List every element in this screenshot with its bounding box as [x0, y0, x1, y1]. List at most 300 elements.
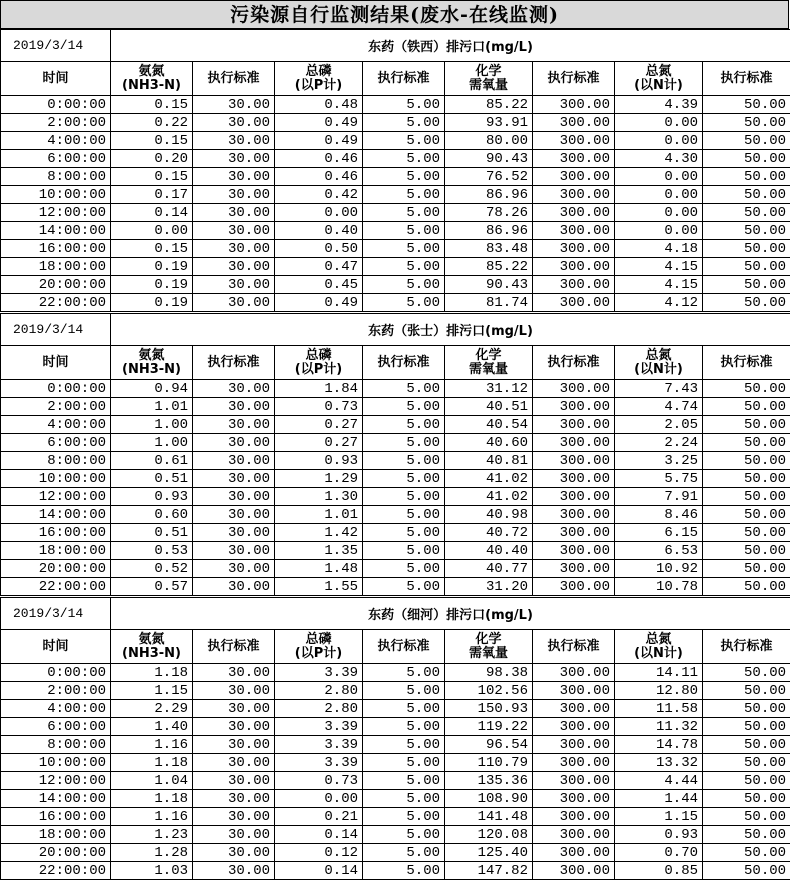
column-header: 氨氮 (NH3-N) — [111, 346, 193, 380]
value-cell: 0.50 — [275, 240, 363, 258]
value-cell: 300.00 — [533, 578, 615, 596]
value-cell: 0.60 — [111, 506, 193, 524]
value-cell: 0.85 — [615, 862, 703, 880]
value-cell: 0.49 — [275, 132, 363, 150]
value-cell: 30.00 — [193, 222, 275, 240]
value-cell: 5.00 — [363, 114, 445, 132]
time-cell: 2:00:00 — [1, 114, 111, 132]
outlet-name: 东药（张士）排污口(mg/L) — [111, 314, 790, 346]
value-cell: 300.00 — [533, 258, 615, 276]
value-cell: 5.00 — [363, 222, 445, 240]
column-header: 执行标准 — [533, 62, 615, 96]
value-cell: 300.00 — [533, 754, 615, 772]
value-cell: 5.00 — [363, 470, 445, 488]
column-header: 总氮 (以N计) — [615, 62, 703, 96]
column-header: 执行标准 — [363, 346, 445, 380]
value-cell: 5.00 — [363, 150, 445, 168]
value-cell: 300.00 — [533, 488, 615, 506]
value-cell: 93.91 — [445, 114, 533, 132]
value-cell: 5.00 — [363, 276, 445, 294]
table-row — [1, 844, 790, 862]
value-cell: 30.00 — [193, 276, 275, 294]
value-cell: 50.00 — [703, 790, 790, 808]
value-cell: 40.72 — [445, 524, 533, 542]
value-cell: 5.00 — [363, 186, 445, 204]
value-cell: 50.00 — [703, 700, 790, 718]
time-cell: 8:00:00 — [1, 452, 111, 470]
table-row — [1, 682, 790, 700]
value-cell: 300.00 — [533, 434, 615, 452]
value-cell: 3.39 — [275, 664, 363, 682]
value-cell: 5.00 — [363, 754, 445, 772]
value-cell: 5.00 — [363, 542, 445, 560]
value-cell: 13.32 — [615, 754, 703, 772]
time-cell: 4:00:00 — [1, 700, 111, 718]
value-cell: 5.00 — [363, 96, 445, 114]
column-header: 总磷 (以P计) — [275, 346, 363, 380]
value-cell: 0.19 — [111, 276, 193, 294]
value-cell: 4.74 — [615, 398, 703, 416]
value-cell: 0.48 — [275, 96, 363, 114]
value-cell: 50.00 — [703, 560, 790, 578]
table-row — [1, 826, 790, 844]
value-cell: 135.36 — [445, 772, 533, 790]
time-cell: 0:00:00 — [1, 664, 111, 682]
value-cell: 30.00 — [193, 506, 275, 524]
value-cell: 0.46 — [275, 168, 363, 186]
value-cell: 30.00 — [193, 524, 275, 542]
value-cell: 5.00 — [363, 772, 445, 790]
value-cell: 50.00 — [703, 664, 790, 682]
value-cell: 0.49 — [275, 294, 363, 312]
column-header: 总磷 (以P计) — [275, 62, 363, 96]
value-cell: 300.00 — [533, 452, 615, 470]
table-row — [1, 168, 790, 186]
value-cell: 1.23 — [111, 826, 193, 844]
value-cell: 50.00 — [703, 826, 790, 844]
column-header: 执行标准 — [193, 62, 275, 96]
value-cell: 0.57 — [111, 578, 193, 596]
column-header: 化学 需氧量 — [445, 630, 533, 664]
value-cell: 0.15 — [111, 96, 193, 114]
value-cell: 5.00 — [363, 862, 445, 880]
report-date: 2019/3/14 — [1, 598, 111, 630]
value-cell: 0.15 — [111, 132, 193, 150]
value-cell: 30.00 — [193, 542, 275, 560]
value-cell: 300.00 — [533, 398, 615, 416]
value-cell: 1.30 — [275, 488, 363, 506]
table-row — [1, 114, 790, 132]
table-row — [1, 808, 790, 826]
value-cell: 1.00 — [111, 434, 193, 452]
value-cell: 1.01 — [111, 398, 193, 416]
value-cell: 120.08 — [445, 826, 533, 844]
time-cell: 2:00:00 — [1, 398, 111, 416]
value-cell: 41.02 — [445, 470, 533, 488]
time-cell: 16:00:00 — [1, 808, 111, 826]
value-cell: 50.00 — [703, 258, 790, 276]
time-cell: 22:00:00 — [1, 862, 111, 880]
value-cell: 1.44 — [615, 790, 703, 808]
table-row — [1, 204, 790, 222]
value-cell: 3.39 — [275, 718, 363, 736]
time-cell: 16:00:00 — [1, 524, 111, 542]
time-cell: 22:00:00 — [1, 294, 111, 312]
value-cell: 300.00 — [533, 682, 615, 700]
value-cell: 50.00 — [703, 114, 790, 132]
value-cell: 30.00 — [193, 682, 275, 700]
value-cell: 0.93 — [615, 826, 703, 844]
value-cell: 4.18 — [615, 240, 703, 258]
value-cell: 5.00 — [363, 380, 445, 398]
value-cell: 0.00 — [615, 168, 703, 186]
table-row — [1, 150, 790, 168]
value-cell: 0.00 — [615, 186, 703, 204]
section-table-3 — [0, 597, 790, 880]
value-cell: 81.74 — [445, 294, 533, 312]
value-cell: 2.29 — [111, 700, 193, 718]
table-row — [1, 524, 790, 542]
value-cell: 85.22 — [445, 258, 533, 276]
value-cell: 10.78 — [615, 578, 703, 596]
report-title: 污染源自行监测结果(废水-在线监测) — [0, 0, 789, 29]
value-cell: 0.00 — [615, 132, 703, 150]
value-cell: 30.00 — [193, 452, 275, 470]
value-cell: 30.00 — [193, 488, 275, 506]
value-cell: 300.00 — [533, 168, 615, 186]
column-header: 执行标准 — [703, 346, 790, 380]
value-cell: 50.00 — [703, 718, 790, 736]
time-cell: 10:00:00 — [1, 470, 111, 488]
value-cell: 102.56 — [445, 682, 533, 700]
report-date: 2019/3/14 — [1, 314, 111, 346]
value-cell: 5.00 — [363, 488, 445, 506]
value-cell: 50.00 — [703, 168, 790, 186]
value-cell: 30.00 — [193, 826, 275, 844]
value-cell: 83.48 — [445, 240, 533, 258]
value-cell: 30.00 — [193, 416, 275, 434]
time-cell: 14:00:00 — [1, 222, 111, 240]
table-row — [1, 222, 790, 240]
table-row — [1, 790, 790, 808]
value-cell: 1.04 — [111, 772, 193, 790]
time-cell: 6:00:00 — [1, 434, 111, 452]
value-cell: 50.00 — [703, 434, 790, 452]
value-cell: 3.25 — [615, 452, 703, 470]
value-cell: 50.00 — [703, 470, 790, 488]
value-cell: 300.00 — [533, 844, 615, 862]
column-header: 总氮 (以N计) — [615, 630, 703, 664]
column-header: 执行标准 — [363, 630, 445, 664]
value-cell: 0.00 — [615, 222, 703, 240]
table-row — [1, 718, 790, 736]
value-cell: 3.39 — [275, 754, 363, 772]
value-cell: 1.40 — [111, 718, 193, 736]
value-cell: 50.00 — [703, 150, 790, 168]
value-cell: 300.00 — [533, 808, 615, 826]
value-cell: 5.00 — [363, 578, 445, 596]
value-cell: 0.21 — [275, 808, 363, 826]
value-cell: 30.00 — [193, 168, 275, 186]
value-cell: 50.00 — [703, 96, 790, 114]
value-cell: 90.43 — [445, 276, 533, 294]
table-row — [1, 276, 790, 294]
value-cell: 1.03 — [111, 862, 193, 880]
time-cell: 14:00:00 — [1, 506, 111, 524]
value-cell: 1.42 — [275, 524, 363, 542]
value-cell: 30.00 — [193, 434, 275, 452]
time-cell: 18:00:00 — [1, 258, 111, 276]
value-cell: 5.00 — [363, 664, 445, 682]
value-cell: 14.11 — [615, 664, 703, 682]
column-header: 执行标准 — [533, 346, 615, 380]
column-header: 氨氮 (NH3-N) — [111, 62, 193, 96]
value-cell: 5.00 — [363, 790, 445, 808]
table-row — [1, 132, 790, 150]
value-cell: 50.00 — [703, 222, 790, 240]
value-cell: 0.19 — [111, 258, 193, 276]
time-cell: 12:00:00 — [1, 772, 111, 790]
value-cell: 5.00 — [363, 718, 445, 736]
value-cell: 300.00 — [533, 204, 615, 222]
value-cell: 10.92 — [615, 560, 703, 578]
value-cell: 50.00 — [703, 186, 790, 204]
value-cell: 0.93 — [111, 488, 193, 506]
value-cell: 14.78 — [615, 736, 703, 754]
value-cell: 5.00 — [363, 808, 445, 826]
value-cell: 12.80 — [615, 682, 703, 700]
time-cell: 20:00:00 — [1, 560, 111, 578]
value-cell: 50.00 — [703, 578, 790, 596]
value-cell: 300.00 — [533, 506, 615, 524]
value-cell: 1.18 — [111, 790, 193, 808]
value-cell: 147.82 — [445, 862, 533, 880]
value-cell: 5.00 — [363, 524, 445, 542]
value-cell: 1.15 — [111, 682, 193, 700]
value-cell: 5.00 — [363, 240, 445, 258]
value-cell: 80.00 — [445, 132, 533, 150]
value-cell: 5.00 — [363, 168, 445, 186]
value-cell: 40.77 — [445, 560, 533, 578]
value-cell: 11.58 — [615, 700, 703, 718]
value-cell: 0.00 — [275, 204, 363, 222]
value-cell: 5.00 — [363, 736, 445, 754]
table-row — [1, 398, 790, 416]
value-cell: 30.00 — [193, 844, 275, 862]
value-cell: 5.00 — [363, 258, 445, 276]
value-cell: 300.00 — [533, 240, 615, 258]
value-cell: 50.00 — [703, 398, 790, 416]
value-cell: 5.00 — [363, 560, 445, 578]
value-cell: 0.00 — [615, 204, 703, 222]
value-cell: 85.22 — [445, 96, 533, 114]
column-header: 氨氮 (NH3-N) — [111, 630, 193, 664]
time-cell: 4:00:00 — [1, 132, 111, 150]
value-cell: 150.93 — [445, 700, 533, 718]
value-cell: 300.00 — [533, 150, 615, 168]
time-cell: 2:00:00 — [1, 682, 111, 700]
value-cell: 0.14 — [275, 862, 363, 880]
value-cell: 0.61 — [111, 452, 193, 470]
value-cell: 2.24 — [615, 434, 703, 452]
value-cell: 30.00 — [193, 578, 275, 596]
table-row — [1, 542, 790, 560]
value-cell: 50.00 — [703, 240, 790, 258]
time-cell: 12:00:00 — [1, 204, 111, 222]
value-cell: 0.52 — [111, 560, 193, 578]
value-cell: 30.00 — [193, 294, 275, 312]
value-cell: 0.19 — [111, 294, 193, 312]
value-cell: 300.00 — [533, 222, 615, 240]
value-cell: 5.00 — [363, 682, 445, 700]
value-cell: 50.00 — [703, 294, 790, 312]
value-cell: 0.51 — [111, 524, 193, 542]
value-cell: 300.00 — [533, 542, 615, 560]
section-header-row — [1, 30, 790, 62]
value-cell: 1.15 — [615, 808, 703, 826]
time-cell: 0:00:00 — [1, 380, 111, 398]
time-cell: 18:00:00 — [1, 542, 111, 560]
section-header-row — [1, 314, 790, 346]
value-cell: 30.00 — [193, 132, 275, 150]
value-cell: 40.54 — [445, 416, 533, 434]
column-header-row — [1, 62, 790, 96]
value-cell: 1.18 — [111, 664, 193, 682]
value-cell: 0.22 — [111, 114, 193, 132]
column-header: 执行标准 — [703, 630, 790, 664]
value-cell: 50.00 — [703, 380, 790, 398]
value-cell: 141.48 — [445, 808, 533, 826]
value-cell: 40.98 — [445, 506, 533, 524]
value-cell: 0.27 — [275, 416, 363, 434]
value-cell: 0.94 — [111, 380, 193, 398]
value-cell: 30.00 — [193, 114, 275, 132]
value-cell: 50.00 — [703, 542, 790, 560]
time-cell: 0:00:00 — [1, 96, 111, 114]
value-cell: 0.17 — [111, 186, 193, 204]
value-cell: 30.00 — [193, 470, 275, 488]
value-cell: 86.96 — [445, 186, 533, 204]
value-cell: 30.00 — [193, 560, 275, 578]
value-cell: 300.00 — [533, 718, 615, 736]
column-header: 总磷 (以P计) — [275, 630, 363, 664]
value-cell: 78.26 — [445, 204, 533, 222]
table-row — [1, 96, 790, 114]
value-cell: 31.20 — [445, 578, 533, 596]
time-cell: 22:00:00 — [1, 578, 111, 596]
time-cell: 16:00:00 — [1, 240, 111, 258]
report-date: 2019/3/14 — [1, 30, 111, 62]
value-cell: 5.00 — [363, 434, 445, 452]
value-cell: 0.73 — [275, 398, 363, 416]
value-cell: 0.00 — [111, 222, 193, 240]
value-cell: 5.00 — [363, 452, 445, 470]
value-cell: 90.43 — [445, 150, 533, 168]
time-cell: 8:00:00 — [1, 168, 111, 186]
value-cell: 6.53 — [615, 542, 703, 560]
value-cell: 5.00 — [363, 700, 445, 718]
table-row — [1, 186, 790, 204]
table-row — [1, 700, 790, 718]
value-cell: 300.00 — [533, 380, 615, 398]
table-row — [1, 772, 790, 790]
section-table-1 — [0, 29, 790, 312]
value-cell: 110.79 — [445, 754, 533, 772]
value-cell: 4.15 — [615, 258, 703, 276]
time-cell: 12:00:00 — [1, 488, 111, 506]
value-cell: 300.00 — [533, 560, 615, 578]
value-cell: 30.00 — [193, 150, 275, 168]
value-cell: 300.00 — [533, 862, 615, 880]
value-cell: 5.00 — [363, 132, 445, 150]
value-cell: 30.00 — [193, 790, 275, 808]
value-cell: 30.00 — [193, 398, 275, 416]
value-cell: 4.15 — [615, 276, 703, 294]
value-cell: 1.18 — [111, 754, 193, 772]
value-cell: 0.53 — [111, 542, 193, 560]
value-cell: 50.00 — [703, 862, 790, 880]
column-header: 时间 — [1, 62, 111, 96]
time-cell: 8:00:00 — [1, 736, 111, 754]
value-cell: 0.12 — [275, 844, 363, 862]
value-cell: 1.29 — [275, 470, 363, 488]
value-cell: 30.00 — [193, 754, 275, 772]
table-row — [1, 488, 790, 506]
value-cell: 300.00 — [533, 416, 615, 434]
column-header: 化学 需氧量 — [445, 346, 533, 380]
value-cell: 31.12 — [445, 380, 533, 398]
time-cell: 18:00:00 — [1, 826, 111, 844]
table-row — [1, 380, 790, 398]
table-row — [1, 736, 790, 754]
value-cell: 50.00 — [703, 844, 790, 862]
value-cell: 30.00 — [193, 664, 275, 682]
value-cell: 0.14 — [275, 826, 363, 844]
value-cell: 50.00 — [703, 488, 790, 506]
value-cell: 30.00 — [193, 808, 275, 826]
value-cell: 1.48 — [275, 560, 363, 578]
value-cell: 300.00 — [533, 276, 615, 294]
value-cell: 300.00 — [533, 186, 615, 204]
table-row — [1, 416, 790, 434]
time-cell: 20:00:00 — [1, 276, 111, 294]
value-cell: 1.16 — [111, 808, 193, 826]
value-cell: 30.00 — [193, 258, 275, 276]
value-cell: 30.00 — [193, 186, 275, 204]
value-cell: 30.00 — [193, 240, 275, 258]
value-cell: 40.60 — [445, 434, 533, 452]
column-header: 执行标准 — [703, 62, 790, 96]
value-cell: 1.28 — [111, 844, 193, 862]
column-header: 时间 — [1, 346, 111, 380]
value-cell: 0.51 — [111, 470, 193, 488]
value-cell: 300.00 — [533, 96, 615, 114]
value-cell: 0.70 — [615, 844, 703, 862]
value-cell: 30.00 — [193, 700, 275, 718]
value-cell: 11.32 — [615, 718, 703, 736]
value-cell: 0.00 — [275, 790, 363, 808]
value-cell: 2.05 — [615, 416, 703, 434]
table-row — [1, 294, 790, 312]
time-cell: 6:00:00 — [1, 150, 111, 168]
table-row — [1, 506, 790, 524]
column-header: 总氮 (以N计) — [615, 346, 703, 380]
value-cell: 30.00 — [193, 96, 275, 114]
value-cell: 1.35 — [275, 542, 363, 560]
value-cell: 7.91 — [615, 488, 703, 506]
value-cell: 8.46 — [615, 506, 703, 524]
value-cell: 96.54 — [445, 736, 533, 754]
